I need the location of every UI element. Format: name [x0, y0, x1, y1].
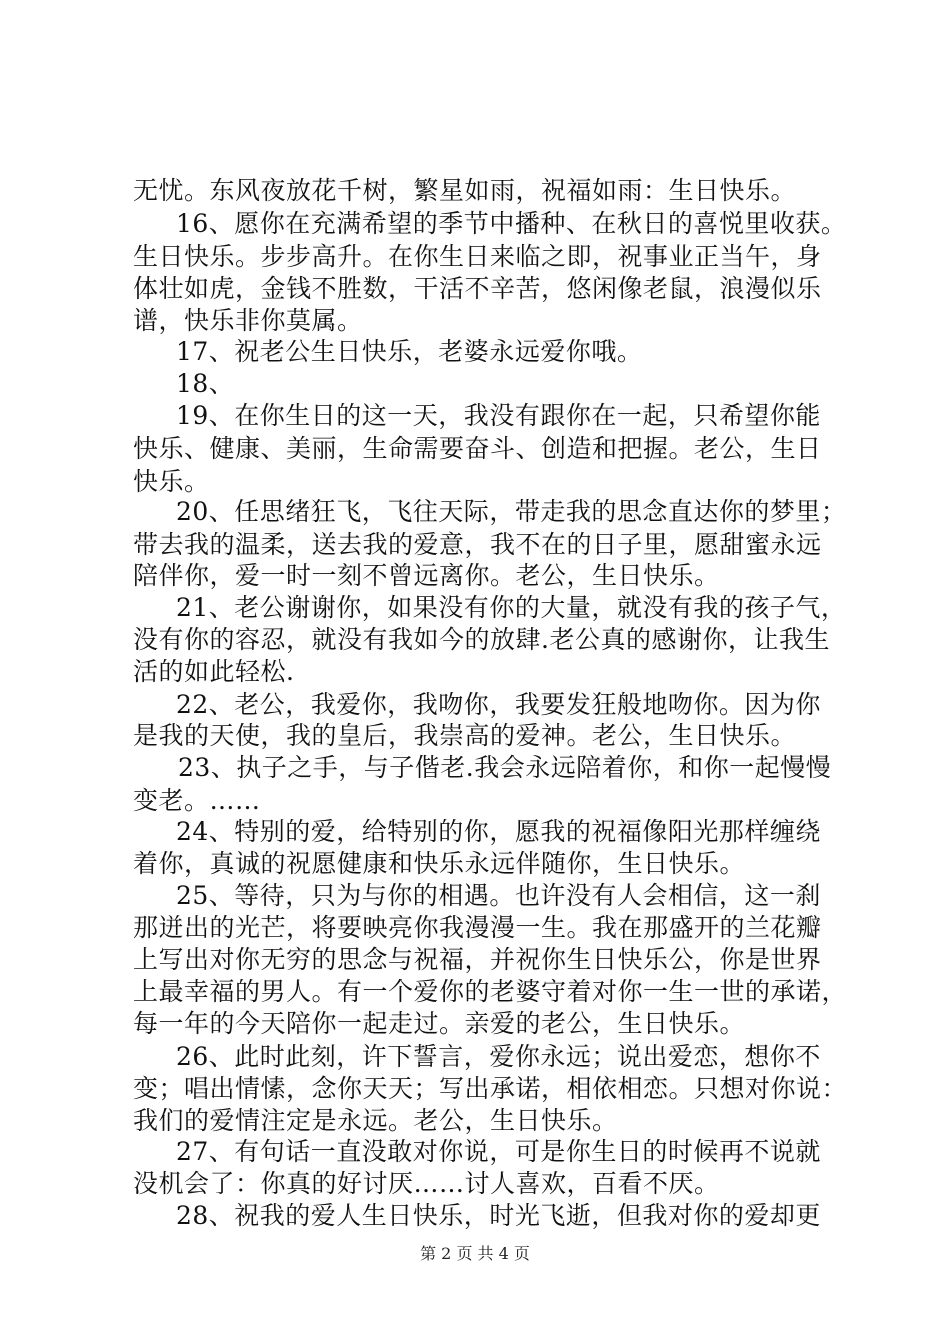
text-line: 22、老公，我爱你，我吻你，我要发狂般地吻你。因为你 — [176, 690, 821, 719]
text-line: 上最幸福的男人。有一个爱你的老婆守着对你一生一世的承诺， — [133, 977, 848, 1006]
text-line: 上写出对你无穷的思念与祝福，并祝你生日快乐公，你是世界 — [133, 945, 822, 974]
text-line: 谱，快乐非你莫属。 — [133, 306, 363, 335]
text-line: 19、在你生日的这一天，我没有跟你在一起，只希望你能 — [176, 401, 821, 430]
text-line: 16、愿你在充满希望的季节中播种、在秋日的喜悦里收获。 — [176, 209, 847, 238]
text-line: 体壮如虎，金钱不胜数，干活不辛苦，悠闲像老鼠，浪漫似乐 — [133, 274, 822, 303]
text-line: 生日快乐。步步高升。在你生日来临之即，祝事业正当午，身 — [133, 242, 822, 271]
text-line: 23、执子之手，与子偕老.我会永远陪着你，和你一起慢慢 — [178, 753, 832, 782]
text-line: 我们的爱情注定是永远。老公，生日快乐。 — [133, 1106, 618, 1135]
text-line: 快乐、健康、美丽，生命需要奋斗、创造和把握。老公，生日 — [133, 434, 822, 463]
text-line: 17、祝老公生日快乐，老婆永远爱你哦。 — [176, 337, 643, 366]
text-line: 20、任思绪狂飞，飞往天际，带走我的思念直达你的梦里； — [176, 497, 847, 526]
text-line: 26、此时此刻，许下誓言，爱你永远；说出爱恋，想你不 — [176, 1042, 821, 1071]
text-line: 没机会了：你真的好讨厌……讨人喜欢，百看不厌。 — [133, 1169, 720, 1198]
text-line: 变老。…… — [133, 786, 261, 815]
text-line: 24、特别的爱，给特别的你，愿我的祝福像阳光那样缠绕 — [176, 817, 821, 846]
text-line: 活的如此轻松. — [133, 657, 295, 686]
text-line: 25、等待，只为与你的相遇。也许没有人会相信，这一刹 — [176, 881, 821, 910]
text-line: 18、 — [176, 369, 235, 398]
text-line: 陪伴你，爱一时一刻不曾远离你。老公，生日快乐。 — [133, 561, 720, 590]
text-line: 带去我的温柔，送去我的爱意，我不在的日子里，愿甜蜜永远 — [133, 530, 822, 559]
text-line: 是我的天使，我的皇后，我崇高的爱神。老公，生日快乐。 — [133, 721, 797, 750]
page-number-footer: 第 2 页 共 4 页 — [420, 1244, 530, 1263]
text-line: 那迸出的光芒，将要映亮你我漫漫一生。我在那盛开的兰花瓣 — [133, 913, 822, 942]
text-line: 21、老公谢谢你，如果没有你的大量，就没有我的孩子气， — [176, 593, 847, 622]
text-line: 着你，真诚的祝愿健康和快乐永远伴随你，生日快乐。 — [133, 849, 746, 878]
text-line: 没有你的容忍，就没有我如今的放肆.老公真的感谢你，让我生 — [133, 625, 830, 654]
text-line: 变；唱出情愫，念你天天；写出承诺，相依相恋。只想对你说： — [133, 1074, 848, 1103]
text-line: 27、有句话一直没敢对你说，可是你生日的时候再不说就 — [176, 1137, 821, 1166]
text-line: 无忧。东风夜放花千树，繁星如雨，祝福如雨：生日快乐。 — [133, 176, 797, 205]
text-line: 每一年的今天陪你一起走过。亲爱的老公，生日快乐。 — [133, 1009, 746, 1038]
text-line: 快乐。 — [133, 467, 210, 496]
text-line: 28、祝我的爱人生日快乐，时光飞逝，但我对你的爱却更 — [176, 1201, 821, 1230]
